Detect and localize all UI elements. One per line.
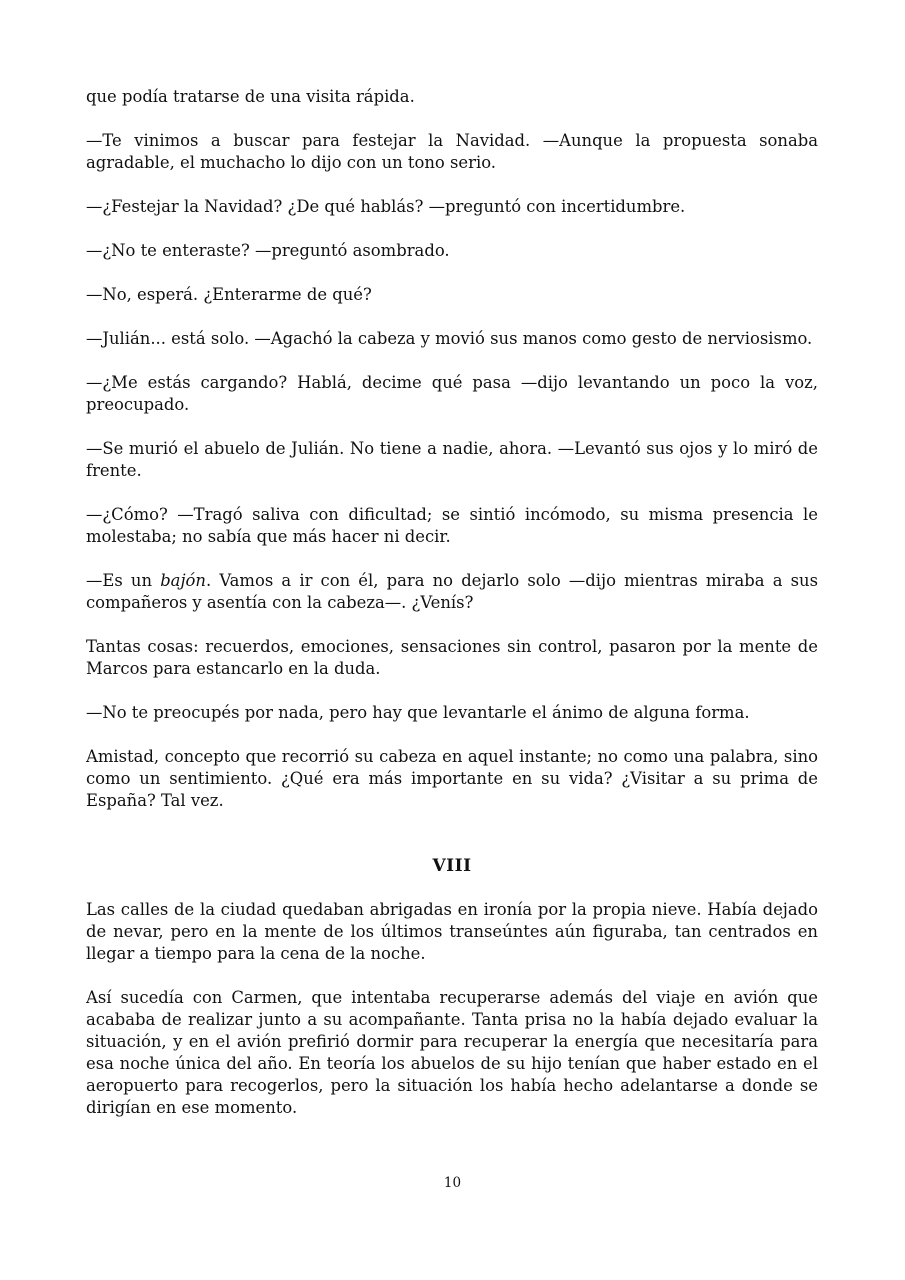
paragraph-with-italic bbox=[86, 570, 818, 614]
paragraph: Así sucedía con Carmen, que intentaba recuperarse además del viaje en avión que acababa de realizar junto a su acompañante. Tanta prisa no la había dejado evaluar la situación, y en el avión prefirió dormir para recuperar la energía que necesitaría para esa noche única del año. En teoría los abuelos de su hijo tenían que haber estado en el aeropuerto para recogerlos, pero la situación los había hecho adelantarse a donde se dirigían en ese momento. bbox=[86, 988, 818, 1117]
italic-word: bajón bbox=[160, 571, 206, 590]
paragraph: —¿Cómo? —Tragó saliva con dificultad; se sintió incómodo, su misma presencia le molestaba; no sabía que más hacer ni decir. bbox=[86, 505, 818, 546]
page-number: 10 bbox=[443, 1175, 462, 1191]
text-run: —Es un bbox=[86, 571, 161, 590]
paragraph: Las calles de la ciudad quedaban abrigadas en ironía por la propia nieve. Había dejado de nevar, pero en la mente de los últimos transeúntes aún figuraba, tan centrados en llegar a tiempo para la cena de la noche. bbox=[86, 900, 818, 963]
paragraph: —Te vinimos a buscar para festejar la Navidad. —Aunque la propuesta sonaba agradable, el muchacho lo dijo con un tono serio. bbox=[86, 131, 818, 172]
paragraph: que podía tratarse de una visita rápida. bbox=[86, 87, 415, 106]
paragraph: —No te preocupés por nada, pero hay que levantarle el ánimo de alguna forma. bbox=[86, 703, 750, 722]
paragraph: —No, esperá. ¿Enterarme de qué? bbox=[86, 285, 372, 304]
paragraph: —¿No te enteraste? —preguntó asombrado. bbox=[86, 241, 450, 260]
text-run: . Vamos a ir con él, para no dejarlo solo —dijo mientras miraba a sus compañeros y asentía con la cabeza—. ¿Venís? bbox=[86, 571, 818, 612]
paragraph: Tantas cosas: recuerdos, emociones, sensaciones sin control, pasaron por la mente de Marcos para estancarlo en la duda. bbox=[86, 637, 818, 678]
paragraph: —Se murió el abuelo de Julián. No tiene a nadie, ahora. —Levantó sus ojos y lo miró de frente. bbox=[86, 439, 818, 480]
paragraph: —¿Festejar la Navidad? ¿De qué hablás? —preguntó con incertidumbre. bbox=[86, 197, 686, 216]
paragraph: —Julián... está solo. —Agachó la cabeza y movió sus manos como gesto de nerviosismo. bbox=[86, 329, 813, 348]
page-body bbox=[86, 86, 818, 1119]
paragraph: Amistad, concepto que recorrió su cabeza en aquel instante; no como una palabra, sino como un sentimiento. ¿Qué era más importante en su vida? ¿Visitar a su prima de España? Tal vez. bbox=[86, 747, 818, 810]
paragraph: —¿Me estás cargando? Hablá, decime qué pasa —dijo levantando un poco la voz, preocupado. bbox=[86, 373, 818, 414]
chapter-heading: VIII bbox=[432, 856, 472, 876]
